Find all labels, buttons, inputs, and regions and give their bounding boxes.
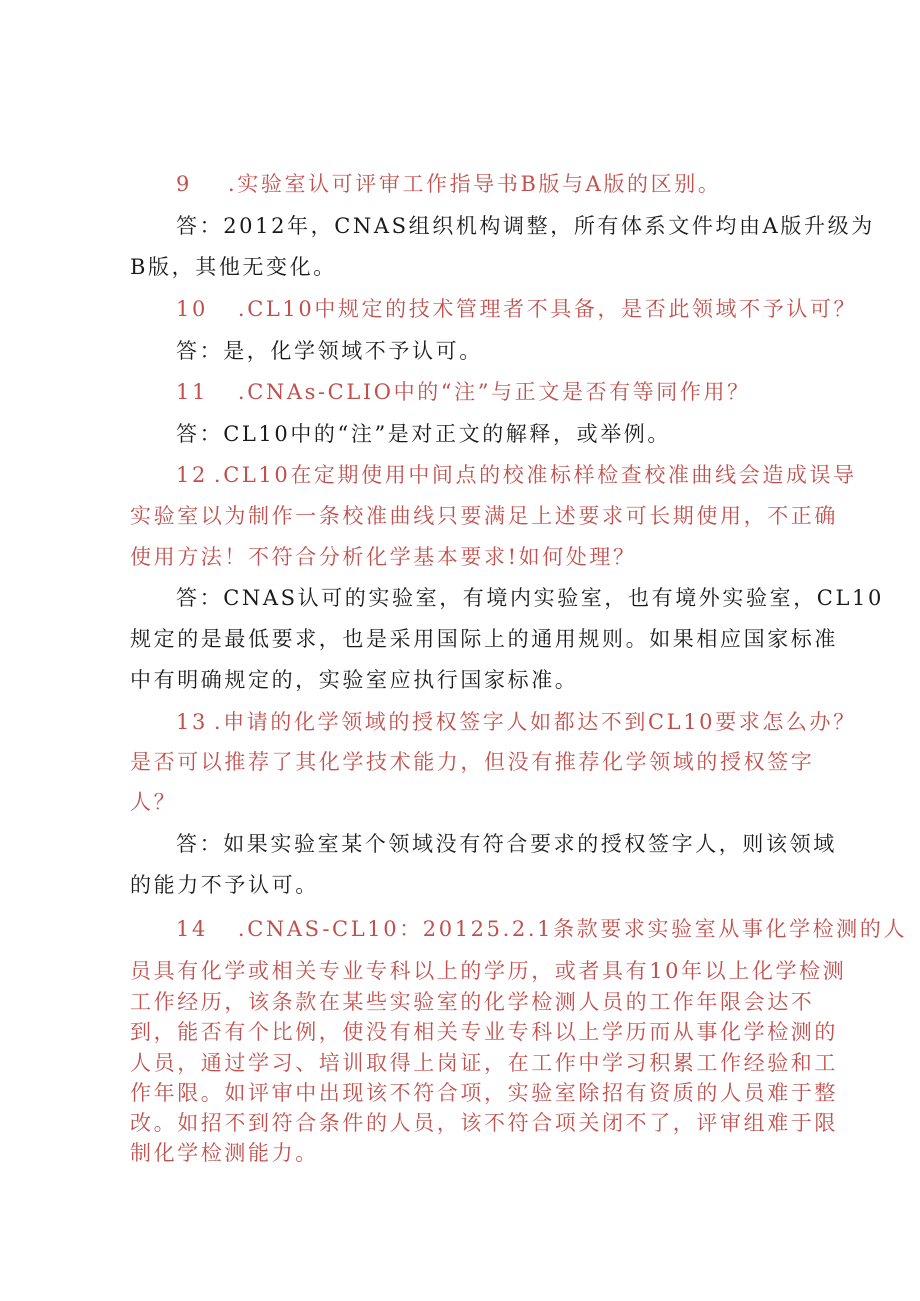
answer-12-line-3: 中有明确规定的，实验室应执行国家标准。	[130, 668, 579, 692]
question-10-text: .CL10中规定的技术管理者不具备，是否此领域不予认可？	[237, 297, 858, 321]
question-14-line-5: 人员，通过学习、培训取得上岗证，在工作中学习积累工作经验和工	[130, 1051, 838, 1075]
question-14-number: 14	[176, 917, 208, 941]
answer-13-line-1: 答：如果实验室某个领域没有符合要求的授权签字人，则该领域	[176, 832, 837, 856]
answer-13-line-2: 的能力不予认可。	[130, 873, 319, 897]
question-13-line-3: 人？	[130, 790, 178, 814]
question-11-number: 11	[176, 380, 208, 404]
question-9-number: 9	[176, 172, 192, 196]
question-12-line-1	[176, 462, 857, 488]
question-14-line-3: 工作经历，该条款在某些实验室的化学检测人员的工作年限会达不	[130, 990, 815, 1014]
answer-12-line-1: 答：CNAS认可的实验室，有境内实验室，也有境外实验室，CL10	[176, 586, 884, 610]
answer-12-line-2: 规定的是最低要求，也是采用国际上的通用规则。如果相应国家标准	[130, 627, 838, 651]
question-14-line-6: 作年限。如评审中出现该不符合项，实验室除招有资质的人员难于整	[130, 1081, 838, 1105]
question-9-line-1	[176, 171, 721, 197]
question-14-line-2: 员具有化学或相关专业专科以上的学历，或者具有10年以上化学检测	[130, 959, 847, 983]
answer-10-line-1: 答：是，化学领域不予认可。	[176, 339, 483, 363]
answer-9-line-2: B版，其他无变化。	[130, 255, 337, 279]
question-12-text: .CL10在定期使用中间点的校准标样检查校准曲线会造成误导	[213, 463, 857, 487]
question-14-line-7: 改。如招不到符合条件的人员，该不符合项关闭不了，评审组难于限	[130, 1111, 838, 1135]
question-13-number: 13	[176, 710, 208, 734]
question-14-line-1	[176, 916, 907, 942]
question-11-line-1	[176, 379, 751, 405]
question-12-line-2: 实验室以为制作一条校准曲线只要满足上述要求可长期使用，不正确	[130, 504, 838, 528]
answer-9-line-1: 答：2012年，CNAS组织机构调整，所有体系文件均由A版升级为	[176, 214, 875, 238]
question-10-line-1	[176, 296, 857, 322]
question-11-text: .CNAs-CLIO中的“注”与正文是否有等同作用？	[237, 380, 751, 404]
question-9-text: .实验室认可评审工作指导书B版与A版的区别。	[227, 172, 722, 196]
question-13-line-1	[176, 709, 857, 735]
question-12-line-3: 使用方法！不符合分析化学基本要求!如何处理？	[130, 545, 637, 569]
question-13-text: .申请的化学领域的授权签字人如都达不到CL10要求怎么办？	[213, 710, 857, 734]
question-14-line-8: 制化学检测能力。	[130, 1141, 319, 1165]
question-14-text: .CNAS-CL10：20125.2.1条款要求实验室从事化学检测的人	[237, 917, 908, 941]
answer-11-line-1: 答：CL10中的“注”是对正文的解释，或举例。	[176, 422, 672, 446]
question-12-number: 12	[176, 463, 208, 487]
question-13-line-2: 是否可以推荐了其化学技术能力，但没有推荐化学领域的授权签字	[130, 750, 815, 774]
question-10-number: 10	[176, 297, 208, 321]
question-14-line-4: 到，能否有个比例，使没有相关专业专科以上学历而从事化学检测的	[130, 1020, 838, 1044]
